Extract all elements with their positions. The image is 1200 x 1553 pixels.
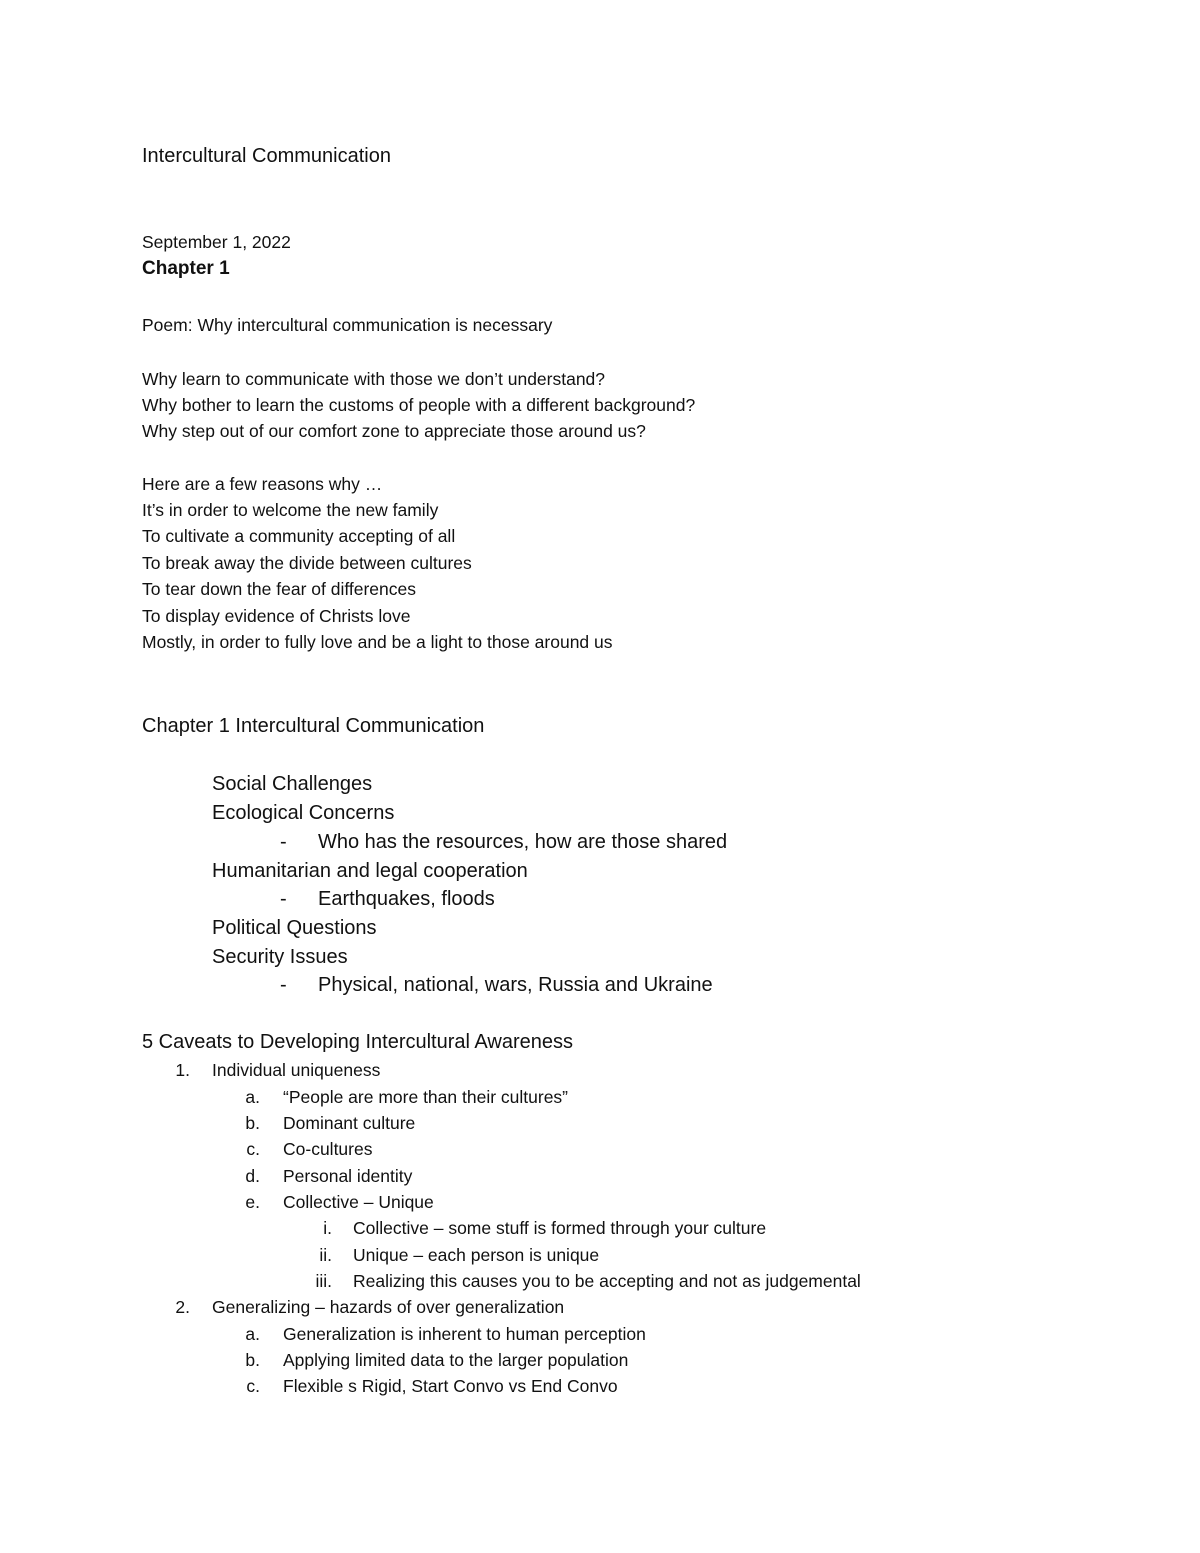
topic-item: Social Challenges	[212, 773, 373, 795]
topic-item: Ecological Concerns	[212, 802, 395, 824]
topic-item: Humanitarian and legal cooperation	[212, 860, 528, 882]
list-marker: ii.	[319, 1245, 332, 1265]
list-marker: 1.	[175, 1060, 190, 1080]
list-item: Collective – some stuff is formed through your culture	[353, 1218, 767, 1238]
topic-item: Political Questions	[212, 917, 377, 939]
bullet-marker: -	[280, 831, 287, 853]
list-marker: 2.	[175, 1297, 190, 1317]
list-item: Unique – each person is unique	[353, 1245, 600, 1265]
bullet-marker: -	[280, 974, 287, 996]
poem-question: Why bother to learn the customs of people with a different background?	[142, 395, 696, 415]
list-item: Applying limited data to the larger population	[283, 1350, 629, 1370]
poem-question: Why step out of our comfort zone to appreciate those around us?	[142, 421, 646, 441]
section-heading: 5 Caveats to Developing Intercultural Awareness	[142, 1031, 573, 1053]
chapter-heading: Chapter 1	[142, 258, 230, 279]
list-marker: c.	[246, 1376, 260, 1396]
poem-label: Poem: Why intercultural communication is necessary	[142, 315, 553, 335]
poem-line: To break away the divide between cultures	[142, 553, 472, 573]
poem-line: To cultivate a community accepting of all	[142, 526, 456, 546]
list-item: “People are more than their cultures”	[283, 1087, 568, 1107]
document-title: Intercultural Communication	[142, 145, 391, 167]
list-item: Individual uniqueness	[212, 1060, 381, 1080]
list-item: Generalization is inherent to human perception	[283, 1324, 646, 1344]
topic-subitem: Physical, national, wars, Russia and Ukraine	[318, 974, 713, 996]
topic-subitem: Earthquakes, floods	[318, 888, 495, 910]
poem-line: Mostly, in order to fully love and be a light to those around us	[142, 632, 613, 652]
topic-item: Security Issues	[212, 946, 348, 968]
list-item: Flexible s Rigid, Start Convo vs End Convo	[283, 1376, 618, 1396]
poem-line: To display evidence of Christs love	[142, 606, 411, 626]
list-marker: i.	[323, 1218, 332, 1238]
list-marker: d.	[245, 1166, 260, 1186]
poem-line: To tear down the fear of differences	[142, 579, 417, 599]
poem-question: Why learn to communicate with those we don’t understand?	[142, 369, 606, 389]
list-marker: b.	[245, 1350, 260, 1370]
list-item: Personal identity	[283, 1166, 413, 1186]
topic-subitem: Who has the resources, how are those shared	[318, 831, 728, 853]
list-marker: b.	[245, 1113, 260, 1133]
section-heading: Chapter 1 Intercultural Communication	[142, 715, 485, 737]
bullet-marker: -	[280, 888, 287, 910]
list-item: Realizing this causes you to be accepting and not as judgemental	[353, 1271, 861, 1291]
document-date: September 1, 2022	[142, 232, 291, 252]
list-item: Collective – Unique	[283, 1192, 434, 1212]
list-item: Generalizing – hazards of over generalization	[212, 1297, 565, 1317]
list-marker: a.	[245, 1087, 260, 1107]
poem-line: Here are a few reasons why …	[142, 474, 383, 494]
list-marker: c.	[246, 1139, 260, 1159]
poem-line: It’s in order to welcome the new family	[142, 500, 439, 520]
list-marker: iii.	[315, 1271, 332, 1291]
list-marker: a.	[245, 1324, 260, 1344]
list-marker: e.	[245, 1192, 260, 1212]
list-item: Dominant culture	[283, 1113, 416, 1133]
list-item: Co-cultures	[283, 1139, 373, 1159]
